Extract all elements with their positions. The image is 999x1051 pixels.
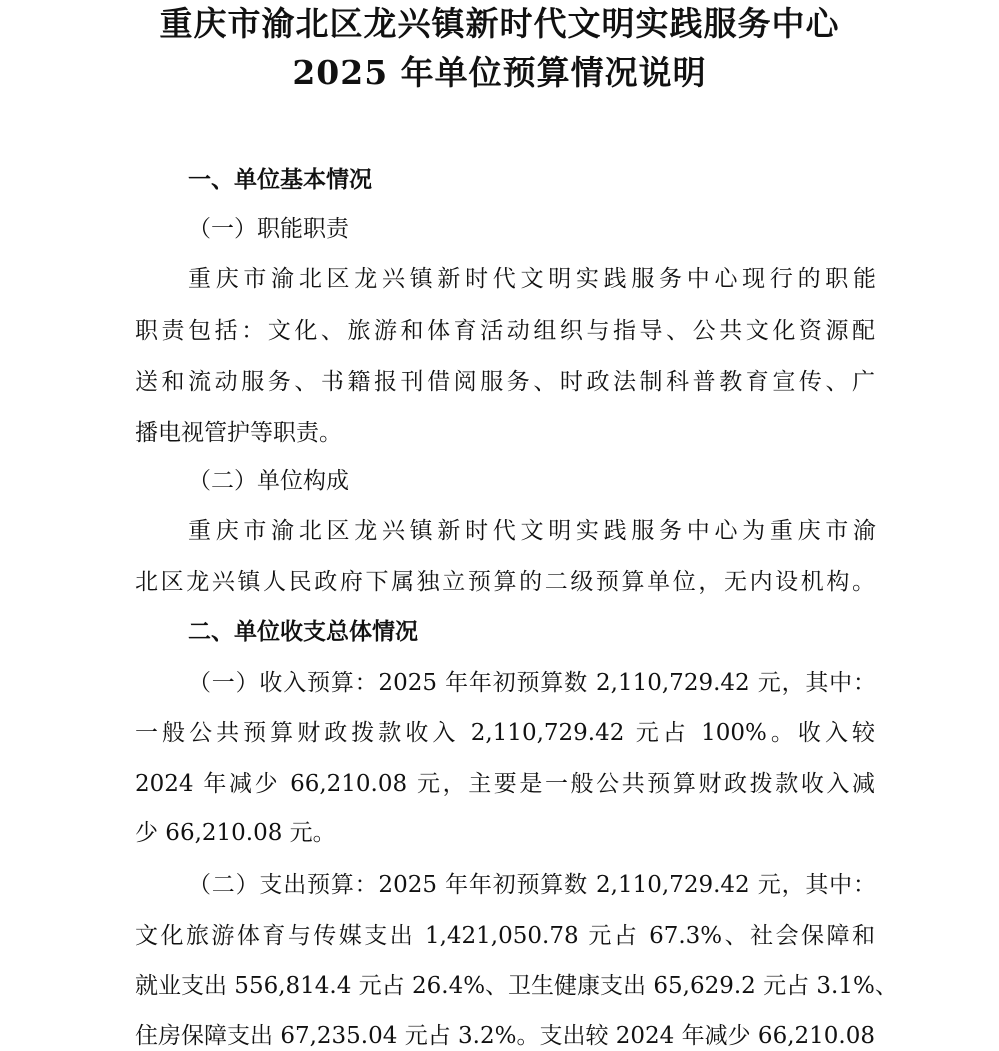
- expense-paragraph-line: 就业支出 556,814.4 元占 26.4%、卫生健康支出 65,629.2 元占 3.1%、: [135, 973, 898, 999]
- document-title-line-1: 重庆市渝北区龙兴镇新时代文明实践服务中心: [159, 4, 840, 43]
- income-paragraph-line: 2024 年减少 66,210.08 元，主要是一般公共预算财政拨款收入减: [135, 771, 875, 797]
- expense-paragraph-line: 住房保障支出 67,235.04 元占 3.2%。支出较 2024 年减少 66,210.08: [135, 1023, 875, 1049]
- paragraph-line: 重庆市渝北区龙兴镇新时代文明实践服务中心现行的职能: [188, 266, 876, 292]
- section-1-heading: 一、单位基本情况: [188, 166, 372, 193]
- paragraph-line: 职责包括：文化、旅游和体育活动组织与指导、公共文化资源配: [135, 318, 875, 344]
- document-title-line-2: 2025 年单位预算情况说明: [292, 53, 707, 92]
- paragraph-line: 重庆市渝北区龙兴镇新时代文明实践服务中心为重庆市渝: [188, 518, 876, 544]
- section-1-sub-1-heading: （一）职能职责: [188, 216, 349, 242]
- paragraph-line: 送和流动服务、书籍报刊借阅服务、时政法制科普教育宣传、广: [135, 369, 875, 395]
- expense-paragraph-line: 文化旅游体育与传媒支出 1,421,050.78 元占 67.3%、社会保障和: [135, 923, 875, 949]
- income-paragraph-line: 少 66,210.08 元。: [135, 820, 336, 846]
- income-paragraph-line: （一）收入预算：2025 年年初预算数 2,110,729.42 元，其中：: [188, 670, 876, 696]
- income-paragraph-line: 一般公共预算财政拨款收入 2,110,729.42 元占 100%。收入较: [135, 720, 875, 746]
- section-1-sub-2-heading: （二）单位构成: [188, 468, 349, 494]
- section-2-heading: 二、单位收支总体情况: [188, 618, 418, 645]
- expense-paragraph-line: （二）支出预算：2025 年年初预算数 2,110,729.42 元，其中：: [188, 872, 876, 898]
- paragraph-line: 播电视管护等职责。: [135, 420, 342, 446]
- paragraph-line: 北区龙兴镇人民政府下属独立预算的二级预算单位，无内设机构。: [135, 569, 875, 595]
